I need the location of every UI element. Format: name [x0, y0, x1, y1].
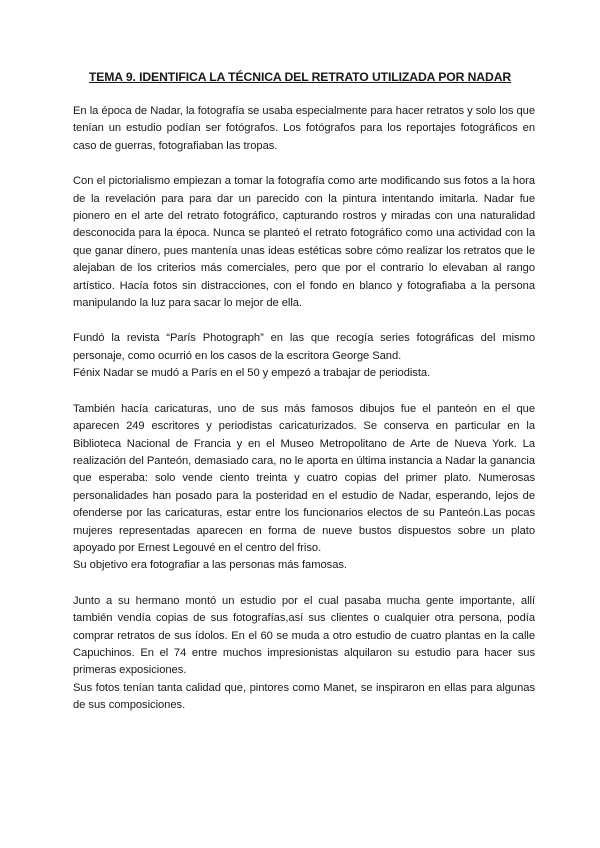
paragraph-estudio	[73, 593, 535, 715]
paragraph-revista	[73, 330, 535, 382]
paragraph-line: Su objetivo era fotografiar a las personas más famosas.	[73, 559, 347, 572]
paragraph-line: En la época de Nadar, la fotografía se usaba especialmente para hacer retratos y solo los que tenían un estudio podían ser fotógrafos. Los fotógrafos para los reportajes fotográficos en caso de guerras, fotografiaban las tropas.	[73, 105, 535, 152]
paragraph-line: Con el pictorialismo empiezan a tomar la fotografía como arte modificando sus fotos a la hora de la revelación para para dar un parecido con la pintura intentando imitarla. Nadar fue pionero en el arte del retrato fotográfico, capturando rostros y miradas con una naturalidad desconocida para la época. Nunca se planteó el retrato fotográfico como una actividad con la que ganar dinero, pues mantenía unas ideas estéticas sobre cómo realizar los retratos que le alejaban de los criterios más comerciales, pero que por el contrario lo elevaban al rango artístico. Hacía fotos sin distracciones, con el fondo en blanco y fotografiaba a la persona manipulando la luz para sacar lo mejor de ella.	[73, 175, 535, 310]
paragraph-line: Sus fotos tenían tanta calidad que, pintores como Manet, se inspiraron en ellas para algunas de sus composiciones.	[73, 681, 535, 712]
paragraph-caricaturas	[73, 401, 535, 575]
paragraph-line: Junto a su hermano montó un estudio por el cual pasaba mucha gente importante, allí también vendía copias de sus fotografías,así sus clientes o cualquier otra persona, podía comprar retratos de sus ídolos. En el 60 se muda a otro estudio de cuatro plantas en la calle Capuchinos. En el 74 entre muchos impresionistas alquilaron su estudio para hacer sus primeras exposiciones.	[73, 594, 535, 677]
paragraph-pictorialismo	[73, 173, 535, 312]
paragraph-line: Fénix Nadar se mudó a París en el 50 y empezó a trabajar de periodista.	[73, 367, 431, 380]
paragraph-epoca	[73, 103, 535, 155]
document-title: TEMA 9. IDENTIFICA LA TÉCNICA DEL RETRATO UTILIZADA POR NADAR	[88, 70, 512, 84]
document-body	[73, 103, 535, 733]
paragraph-line: También hacía caricaturas, uno de sus más famosos dibujos fue el panteón en el que aparecen 249 escritores y periodistas caricaturizados. Se conserva en particular en la Biblioteca Nacional de Francia y en el Museo Metropolitano de Arte de Nueva York. La realización del Panteón, demasiado cara, no le aporta en última instancia a Nadar la ganancia que esperaba: solo vende ciento treinta y cuatro copias del primer plato. Numerosas personalidades han posado para la posteridad en el estudio de Nadar, esperando, lejos de ofenderse por las caricaturas, estar entre los funcionarios electos de su Panteón.Las pocas mujeres representadas aparecen en forma de nueve bustos dispuestos sobre un plato apoyado por Ernest Legouvé en el centro del friso.	[73, 402, 535, 554]
paragraph-line: Fundó la revista “París Photograph” en las que recogía series fotográficas del mismo personaje, como ocurrió en los casos de la escritora George Sand.	[73, 332, 535, 362]
